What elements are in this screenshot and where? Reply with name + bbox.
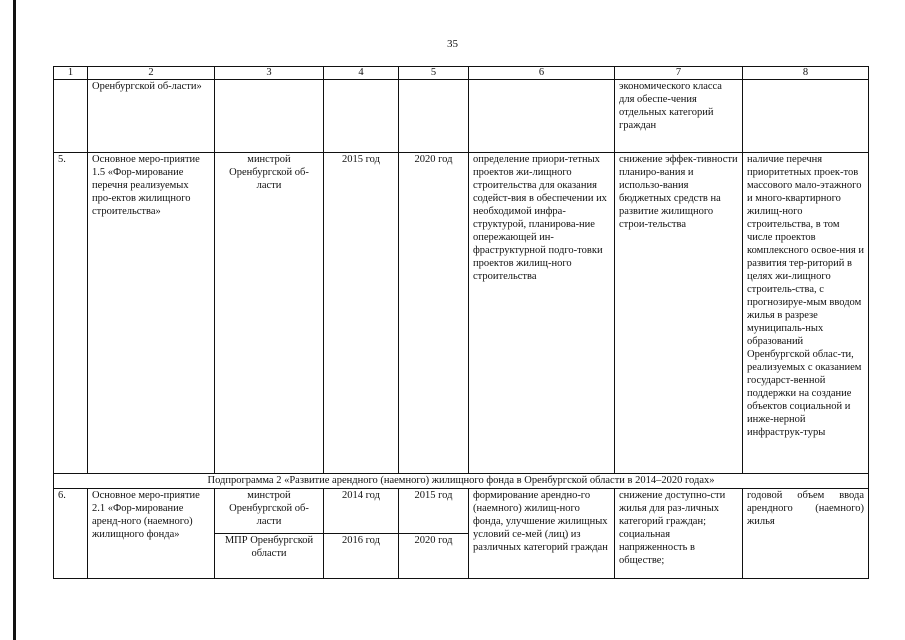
table-row-5 — [54, 153, 869, 474]
empty-cell — [324, 80, 399, 153]
continuation-row — [54, 80, 869, 153]
indicator-link: наличие перечня приоритетных проек-тов массового мало-этажного и много-квартирного жилищ-ного строительства, в том числе проектов комплексного освое-ния и развития тер-риторий в целях жи-лищного строитель-ства, с прогнозируе-мым вводом жилья в разрезе муниципаль-ных образований Оренбургской облас-ти, реализуемых с оказанием государст-венной поддержки на создание объектов социальной и инже-нерной инфраструк-туры — [743, 153, 869, 474]
expected-result: определение приори-тетных проектов жи-лищного строительства для оказания содейст-вия в обеспечении их необходимой инфра-структурой, планирова-ние опережающей ин-фраструктурной подго-товки проектов жилищ-ного строительства — [469, 153, 615, 474]
end-year: 2020 год — [399, 153, 469, 474]
program-table — [53, 66, 869, 579]
header-cell: 1 — [54, 67, 88, 80]
expected-result: формирование арендно-го (наемного) жилищ-ного фонда, улучшение жилищных условий се-мей (лиц) из различных категорий граждан — [469, 489, 615, 579]
start-year: 2014 год — [324, 489, 399, 534]
start-year: 2016 год — [324, 534, 399, 579]
continuation-name-cell: Оренбургской об-ласти» — [88, 80, 215, 153]
row-number: 6. — [54, 489, 88, 579]
measure-name: Основное меро-приятие 1.5 «Фор-мирование перечня реализуемых про-ектов жилищного строительства» — [88, 153, 215, 474]
header-cell: 7 — [615, 67, 743, 80]
empty-cell — [743, 80, 869, 153]
non-implementation-consequences: снижение доступно-сти жилья для раз-личных категорий граждан; социальная напряженность в обществе; — [615, 489, 743, 579]
page-number: 35 — [447, 38, 458, 50]
row-number: 5. — [54, 153, 88, 474]
start-year: 2015 год — [324, 153, 399, 474]
header-row — [54, 67, 869, 80]
empty-cell — [469, 80, 615, 153]
header-cell: 8 — [743, 67, 869, 80]
empty-cell — [399, 80, 469, 153]
subprogram-row — [54, 474, 869, 489]
header-cell: 2 — [88, 67, 215, 80]
header-cell: 6 — [469, 67, 615, 80]
end-year: 2015 год — [399, 489, 469, 534]
header-cell: 4 — [324, 67, 399, 80]
empty-cell — [54, 80, 88, 153]
table-row-6 — [54, 489, 869, 534]
non-implementation-consequences: снижение эффек-тивности планиро-вания и использо-вания бюджетных средств на развитие жилищного строи-тельства — [615, 153, 743, 474]
indicator-link: годовой объем ввода арендного (наемного) жилья — [743, 489, 869, 579]
executor: минстрой Оренбургской об-ласти — [215, 489, 324, 534]
subprogram-title: Подпрограмма 2 «Развитие арендного (наемного) жилищного фонда в Оренбургской области в 2014–2020 годах» — [54, 474, 869, 489]
binding-bar — [13, 0, 16, 640]
end-year: 2020 год — [399, 534, 469, 579]
header-cell: 5 — [399, 67, 469, 80]
executor: МПР Оренбургской области — [215, 534, 324, 579]
continuation-consequences-cell: экономического класса для обеспе-чения отдельных категорий граждан — [615, 80, 743, 153]
empty-cell — [215, 80, 324, 153]
measure-name: Основное меро-приятие 2.1 «Фор-мирование аренд-ного (наемного) жилищного фонда» — [88, 489, 215, 579]
executor: минстрой Оренбургской об-ласти — [215, 153, 324, 474]
header-cell: 3 — [215, 67, 324, 80]
